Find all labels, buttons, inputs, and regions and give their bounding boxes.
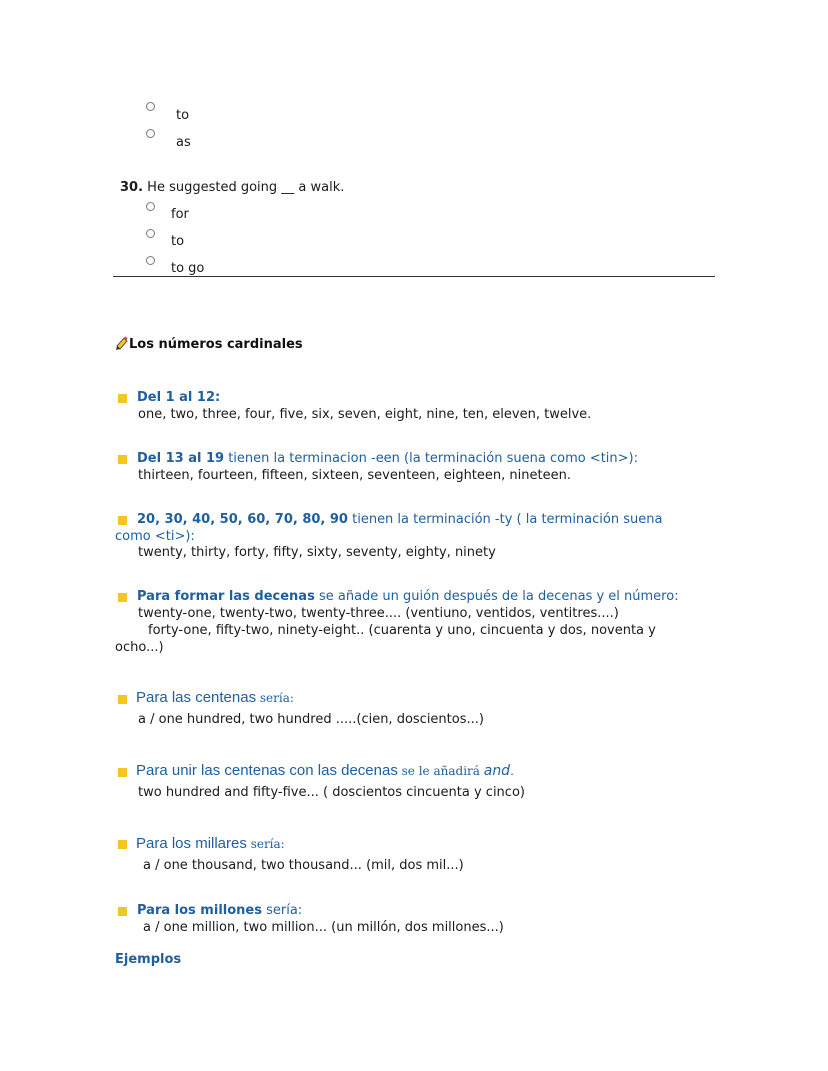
bullet-icon <box>118 455 127 464</box>
option-label: to <box>171 234 185 249</box>
divider <box>113 276 715 277</box>
bullet-icon <box>118 768 127 777</box>
bullet-icon <box>118 695 127 704</box>
item-description: tienen la terminación -ty ( la terminación suena <box>347 512 663 527</box>
section-title <box>115 336 303 352</box>
item-description: se le añadirá <box>397 764 484 778</box>
pencil-icon <box>115 336 129 350</box>
item-body: twenty-one, twenty-two, twenty-three.... (ventiuno, ventidos, ventitres....) <box>138 606 619 621</box>
option-label: as <box>176 135 191 150</box>
item-heading: Para las centenas <box>136 689 257 706</box>
item-heading-line <box>136 689 294 706</box>
item-description: se añade un guión después de la decenas y el número: <box>314 589 679 604</box>
item-heading: Para formar las decenas <box>137 589 315 604</box>
radio-option-to[interactable] <box>146 102 155 111</box>
bullet-icon <box>118 516 127 525</box>
item-body: a / one hundred, two hundred .....(cien, doscientos...) <box>138 712 484 727</box>
item-heading: Del 1 al 12: <box>137 390 221 405</box>
item-heading: Para unir las centenas con las decenas <box>136 762 398 779</box>
item-heading: Para los millones <box>137 903 262 918</box>
bullet-icon <box>118 840 127 849</box>
radio-option-for[interactable] <box>146 202 155 211</box>
item-heading-line <box>137 512 662 527</box>
item-body: one, two, three, four, five, six, seven, eight, nine, ten, eleven, twelve. <box>138 407 592 422</box>
item-description: tienen la terminacion -een (la terminación suena como <tin>): <box>224 451 638 466</box>
radio-option-as[interactable] <box>146 129 155 138</box>
item-description-italic: and <box>483 763 511 779</box>
bullet-icon <box>118 593 127 602</box>
item-body: a / one million, two million... (un millón, dos millones...) <box>143 920 504 935</box>
item-heading: Para los millares <box>136 835 247 852</box>
item-heading-line <box>136 835 285 852</box>
item-description: sería: <box>256 691 294 705</box>
radio-option-to-go[interactable] <box>146 256 155 265</box>
option-label: to go <box>171 261 205 276</box>
item-body: twenty, thirty, forty, fifty, sixty, seventy, eighty, ninety <box>138 545 496 560</box>
question-30 <box>120 180 344 195</box>
item-body: thirteen, fourteen, fifteen, sixteen, seventeen, eighteen, nineteen. <box>138 468 571 483</box>
question-text: He suggested going __ a walk. <box>147 180 345 195</box>
ejemplos-link[interactable]: Ejemplos <box>115 952 182 967</box>
item-heading-line <box>136 762 514 779</box>
section-title-text: Los números cardinales <box>129 337 303 352</box>
question-number: 30. <box>120 180 144 195</box>
item-description-end: . <box>510 764 514 778</box>
item-heading-line <box>137 903 302 918</box>
item-description-cont: como <ti>): <box>115 529 195 544</box>
bullet-icon <box>118 394 127 403</box>
item-body: ocho...) <box>115 640 164 655</box>
bullet-icon <box>118 907 127 916</box>
item-heading-line <box>137 589 679 604</box>
item-heading: Del 13 al 19 <box>137 451 225 466</box>
item-heading-line <box>137 390 220 405</box>
radio-option-to[interactable] <box>146 229 155 238</box>
item-body: a / one thousand, two thousand... (mil, dos mil...) <box>143 858 464 873</box>
item-description: sería: <box>246 837 285 851</box>
option-label: to <box>176 108 190 123</box>
item-body: two hundred and fifty-five... ( doscientos cincuenta y cinco) <box>138 785 525 800</box>
item-description: sería: <box>261 903 303 918</box>
option-label: for <box>171 207 189 222</box>
item-body: forty-one, fifty-two, ninety-eight.. (cuarenta y uno, cincuenta y dos, noventa y <box>148 623 656 638</box>
item-heading: 20, 30, 40, 50, 60, 70, 80, 90 <box>137 512 348 527</box>
item-heading-line <box>137 451 638 466</box>
